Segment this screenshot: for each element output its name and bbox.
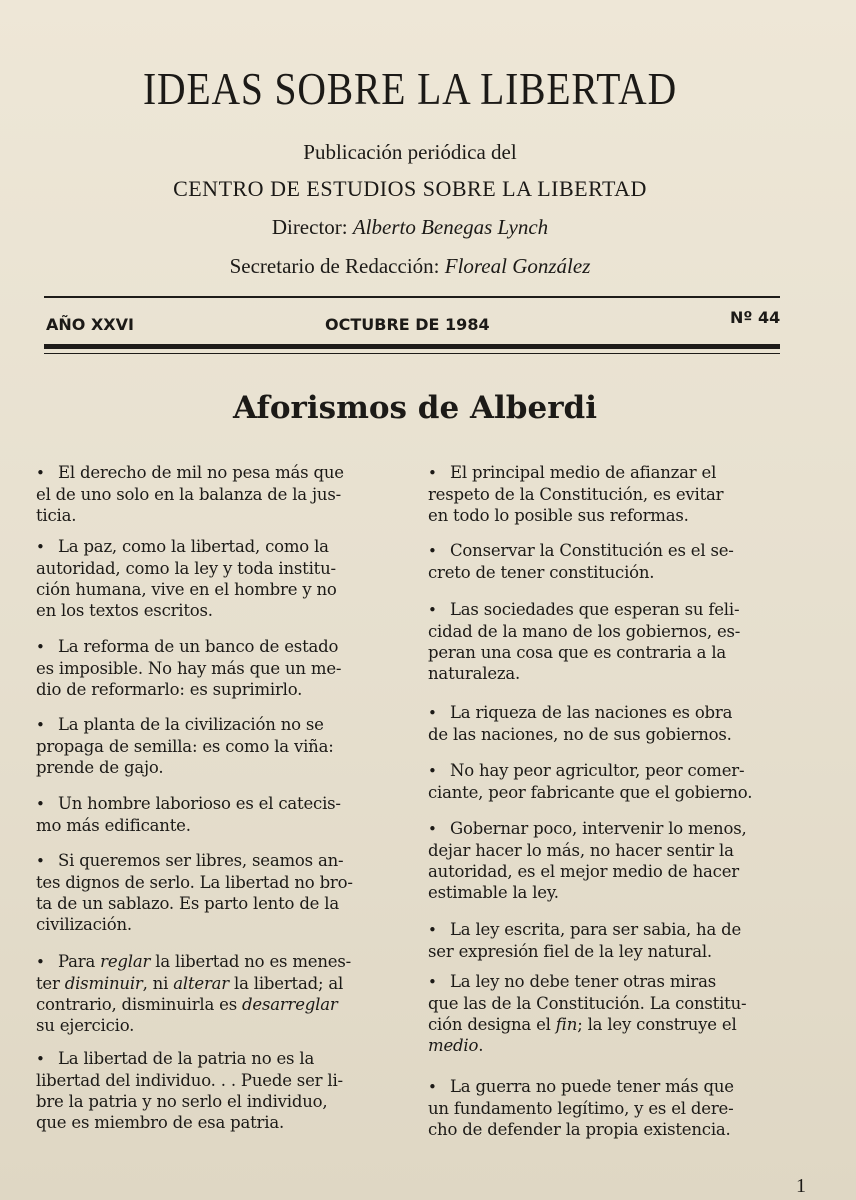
- page-number: 1: [796, 1175, 806, 1197]
- issue-number: Nº 44: [730, 308, 781, 327]
- aphorism-line: propaga de semilla: es como la viña:: [36, 737, 334, 756]
- publication-title: IDEAS SOBRE LA LIBERTAD: [142, 63, 678, 114]
- aphorism-line: ción designa el fin; la ley construye el: [428, 1015, 737, 1034]
- aphorism-line: • Si queremos ser libres, seamos an-: [36, 851, 344, 870]
- aphorism-item: [36, 462, 404, 526]
- aphorism-item: [428, 971, 796, 1056]
- aphorism-line: • Un hombre laborioso es el catecis-: [36, 794, 341, 813]
- aphorism-item: [428, 540, 796, 583]
- aphorism-item: [36, 636, 404, 700]
- aphorism-line: medio.: [428, 1036, 484, 1055]
- bullet-icon: •: [428, 464, 437, 482]
- aphorism-line: • La libertad de la patria no es la: [36, 1049, 315, 1068]
- bullet-icon: •: [428, 762, 437, 780]
- aphorism-line: • La planta de la civilización no se: [36, 715, 324, 734]
- bullet-icon: •: [36, 638, 45, 656]
- aphorism-line: que es miembro de esa patria.: [36, 1113, 285, 1132]
- aphorism-line: de las naciones, no de sus gobiernos.: [428, 725, 732, 744]
- aphorism-item: [36, 536, 404, 621]
- aphorism-line: • No hay peor agricultor, peor comer-: [428, 761, 745, 780]
- aphorism-line: bre la patria y no serlo el individuo,: [36, 1092, 328, 1111]
- bullet-icon: •: [428, 704, 437, 722]
- bullet-icon: •: [428, 1078, 437, 1096]
- article-title: Aforismos de Alberdi: [232, 390, 597, 426]
- aphorism-line: • La reforma de un banco de estado: [36, 637, 339, 656]
- aphorism-item: [36, 714, 404, 778]
- aphorism-line: cidad de la mano de los gobiernos, es-: [428, 622, 741, 641]
- aphorism-item: [36, 793, 404, 836]
- aphorism-line: contrario, disminuirla es desarreglar: [36, 995, 338, 1014]
- aphorism-line: ción humana, vive en el hombre y no: [36, 580, 337, 599]
- aphorism-line: respeto de la Constitución, es evitar: [428, 485, 724, 504]
- aphorism-line: que las de la Constitución. La constitu-: [428, 994, 747, 1013]
- aphorism-item: [428, 702, 796, 745]
- aphorism-item: [428, 599, 796, 684]
- secretary-name: Floreal González: [444, 254, 591, 278]
- aphorism-line: • Gobernar poco, intervenir lo menos,: [428, 819, 747, 838]
- aphorism-line: estimable la ley.: [428, 883, 559, 902]
- bullet-icon: •: [36, 538, 45, 556]
- bullet-icon: •: [428, 601, 437, 619]
- aphorism-line: autoridad, como la ley y toda institu-: [36, 559, 336, 578]
- aphorism-line: • La paz, como la libertad, como la: [36, 537, 329, 556]
- aphorism-line: ciante, peor fabricante que el gobierno.: [428, 783, 753, 802]
- aphorism-item: [428, 818, 796, 903]
- issue-year: AÑO XXVI: [46, 315, 134, 334]
- director-name: Alberto Benegas Lynch: [352, 215, 549, 239]
- aphorism-line: dio de reformarlo: es suprimirlo.: [36, 680, 303, 699]
- aphorism-item: [428, 760, 796, 803]
- aphorism-line: es imposible. No hay más que un me-: [36, 659, 342, 678]
- aphorism-item: [428, 462, 796, 526]
- aphorism-line: naturaleza.: [428, 664, 521, 683]
- aphorism-line: • Conservar la Constitución es el se-: [428, 541, 734, 560]
- aphorism-line: • Las sociedades que esperan su feli-: [428, 600, 740, 619]
- masthead-rule-thin: [44, 353, 780, 354]
- aphorism-line: tes dignos de serlo. La libertad no bro-: [36, 873, 353, 892]
- bullet-icon: •: [36, 464, 45, 482]
- aphorism-line: libertad del individuo. . . Puede ser li-: [36, 1071, 343, 1090]
- aphorism-line: autoridad, es el mejor medio de hacer: [428, 862, 739, 881]
- bullet-icon: •: [428, 921, 437, 939]
- aphorism-line: en todo lo posible sus reformas.: [428, 506, 689, 525]
- aphorism-line: prende de gajo.: [36, 758, 164, 777]
- aphorism-line: el de uno solo en la balanza de la jus-: [36, 485, 341, 504]
- bullet-icon: •: [36, 852, 45, 870]
- secretary-line: [0, 254, 820, 279]
- bullet-icon: •: [428, 542, 437, 560]
- publication-subtitle: Publicación periódica del: [303, 140, 517, 164]
- bullet-icon: •: [428, 820, 437, 838]
- publisher-name: CENTRO DE ESTUDIOS SOBRE LA LIBERTAD: [173, 176, 647, 201]
- bullet-icon: •: [428, 973, 437, 991]
- aphorism-item: [36, 850, 404, 935]
- aphorism-line: mo más edificante.: [36, 816, 191, 835]
- aphorism-line: ter disminuir, ni alterar la libertad; al: [36, 974, 344, 993]
- aphorism-line: • La ley no debe tener otras miras: [428, 972, 716, 991]
- aphorism-line: • La ley escrita, para ser sabia, ha de: [428, 920, 742, 939]
- bullet-icon: •: [36, 795, 45, 813]
- aphorism-line: ticia.: [36, 506, 77, 525]
- aphorism-line: ser expresión fiel de la ley natural.: [428, 942, 712, 961]
- director-line: [0, 215, 820, 240]
- aphorism-item: [428, 1076, 796, 1140]
- aphorism-line: cho de defender la propia existencia.: [428, 1120, 731, 1139]
- aphorism-item: [36, 1048, 404, 1133]
- issue-date: OCTUBRE DE 1984: [325, 315, 490, 334]
- bullet-icon: •: [36, 953, 45, 971]
- aphorism-line: en los textos escritos.: [36, 601, 213, 620]
- bullet-icon: •: [36, 716, 45, 734]
- aphorism-line: su ejercicio.: [36, 1016, 135, 1035]
- aphorism-item: [428, 919, 796, 962]
- aphorism-line: • La guerra no puede tener más que: [428, 1077, 734, 1096]
- aphorism-line: peran una cosa que es contraria a la: [428, 643, 727, 662]
- aphorism-line: dejar hacer lo más, no hacer sentir la: [428, 841, 734, 860]
- bullet-icon: •: [36, 1050, 45, 1068]
- director-label: Director:: [271, 215, 348, 239]
- aphorism-line: un fundamento legítimo, y es el dere-: [428, 1099, 734, 1118]
- masthead-rule-thick: [44, 344, 780, 349]
- aphorism-line: • Para reglar la libertad no es menes-: [36, 952, 351, 971]
- aphorism-line: civilización.: [36, 915, 132, 934]
- aphorism-line: • El derecho de mil no pesa más que: [36, 463, 344, 482]
- masthead-rule-top: [44, 296, 780, 298]
- aphorism-line: • La riqueza de las naciones es obra: [428, 703, 733, 722]
- aphorism-line: ta de un sablazo. Es parto lento de la: [36, 894, 340, 913]
- aphorism-item: [36, 951, 404, 1036]
- aphorism-line: creto de tener constitución.: [428, 563, 655, 582]
- aphorism-line: • El principal medio de afianzar el: [428, 463, 717, 482]
- secretary-label: Secretario de Redacción:: [229, 254, 440, 278]
